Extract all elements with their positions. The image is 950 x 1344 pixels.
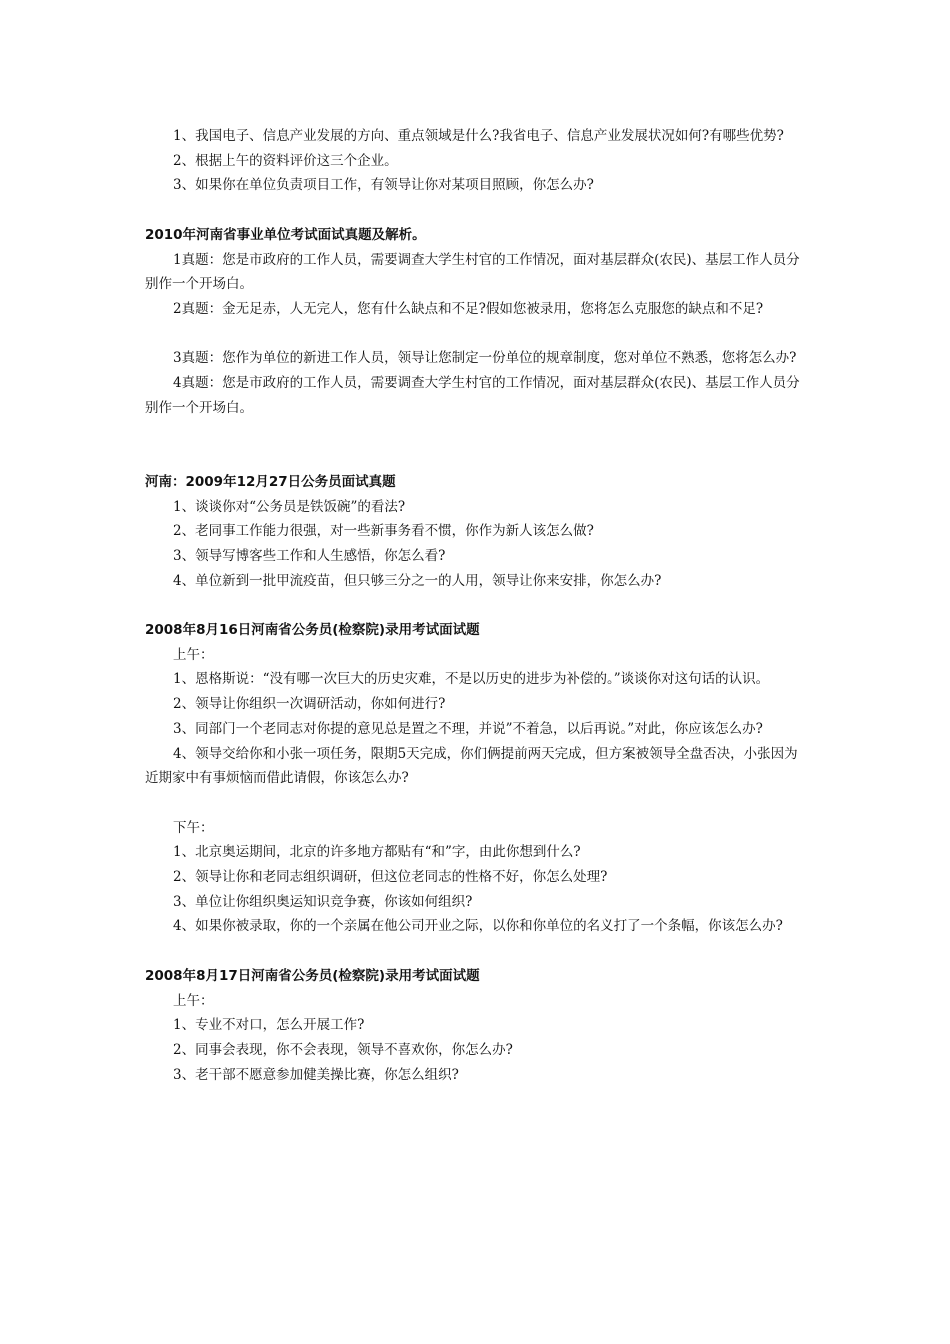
s0816-am-label: 上午： [173,646,214,663]
document-page [145,124,810,1087]
section-0817-title: 2008年8月17日河南省公务员(检察院)录用考试面试题 [145,967,480,984]
s2009-question-4: 4、单位新到一批甲流疫苗，但只够三分之一的人用，领导让你来安排，你怎么办? [173,572,662,589]
section-2009-title: 河南：2009年12月27日公务员面试真题 [145,473,396,490]
s0816-am-question-4: 4、领导交给你和小张一项任务，限期5天完成，你们俩提前两天完成，但方案被领导全盘否决，小张因为近期家中有事烦恼而借此请假，你该怎么办? [145,745,798,787]
s0816-pm-question-3: 3、单位让你组织奥运知识竞争赛，你该如何组织? [173,893,473,910]
section-0816-title: 2008年8月16日河南省公务员(检察院)录用考试面试题 [145,622,480,638]
s2010-question-3: 3真题：您作为单位的新进工作人员，领导让您制定一份单位的规章制度，您对单位不熟悉，您将怎么办? [173,350,797,367]
s0817-am-question-2: 2、同事会表现，你不会表现，领导不喜欢你，你怎么办? [173,1041,513,1058]
intro-question-3: 3、如果你在单位负责项目工作，有领导让你对某项目照顾，你怎么办? [173,177,594,194]
s0816-pm-question-1: 1、北京奥运期间，北京的许多地方都贴有“和”字，由此你想到什么? [173,844,581,861]
s2009-question-1: 1、谈谈你对“公务员是铁饭碗”的看法? [173,498,406,515]
s0817-am-question-1: 1、专业不对口，怎么开展工作? [173,1017,365,1034]
intro-question-1: 1、我国电子、信息产业发展的方向、重点领域是什么?我省电子、信息产业发展状况如何?有哪些优势? [173,128,784,144]
s2010-question-1: 1真题：您是市政府的工作人员，需要调查大学生村官的工作情况，面对基层群众(农民)、基层工作人员分别作一个开场白。 [145,251,800,293]
s2010-question-4: 4真题：您是市政府的工作人员，需要调查大学生村官的工作情况，面对基层群众(农民)、基层工作人员分别作一个开场白。 [145,375,800,416]
s0816-pm-label: 下午： [173,819,214,836]
s2009-question-2: 2、老同事工作能力很强，对一些新事务看不惯，你作为新人该怎么做? [173,523,594,540]
s2009-question-3: 3、领导写博客些工作和人生感悟，你怎么看? [173,547,446,564]
s0816-am-question-3: 3、同部门一个老同志对你提的意见总是置之不理，并说”不着急，以后再说。”对此，你应该怎么办? [173,720,763,737]
section-2010-title: 2010年河南省事业单位考试面试真题及解析。 [145,226,426,243]
s0816-am-question-2: 2、领导让你组织一次调研活动，你如何进行? [173,696,446,713]
s0817-am-question-3: 3、老干部不愿意参加健美操比赛，你怎么组织? [173,1066,459,1083]
s0816-am-question-1: 1、恩格斯说：“没有哪一次巨大的历史灾难，不是以历史的进步为补偿的。”谈谈你对这句话的认识。 [173,671,770,688]
s0816-pm-question-4: 4、如果你被录取，你的一个亲属在他公司开业之际，以你和你单位的名义打了一个条幅，你该怎么办? [173,918,783,935]
s2010-question-2: 2真题：金无足赤，人无完人，您有什么缺点和不足?假如您被录用，您将怎么克服您的缺点和不足? [173,300,764,317]
s0817-am-label: 上午： [173,992,214,1009]
s0816-pm-question-2: 2、领导让你和老同志组织调研，但这位老同志的性格不好，你怎么处理? [173,869,608,886]
intro-question-2: 2、根据上午的资料评价这三个企业。 [173,152,398,169]
